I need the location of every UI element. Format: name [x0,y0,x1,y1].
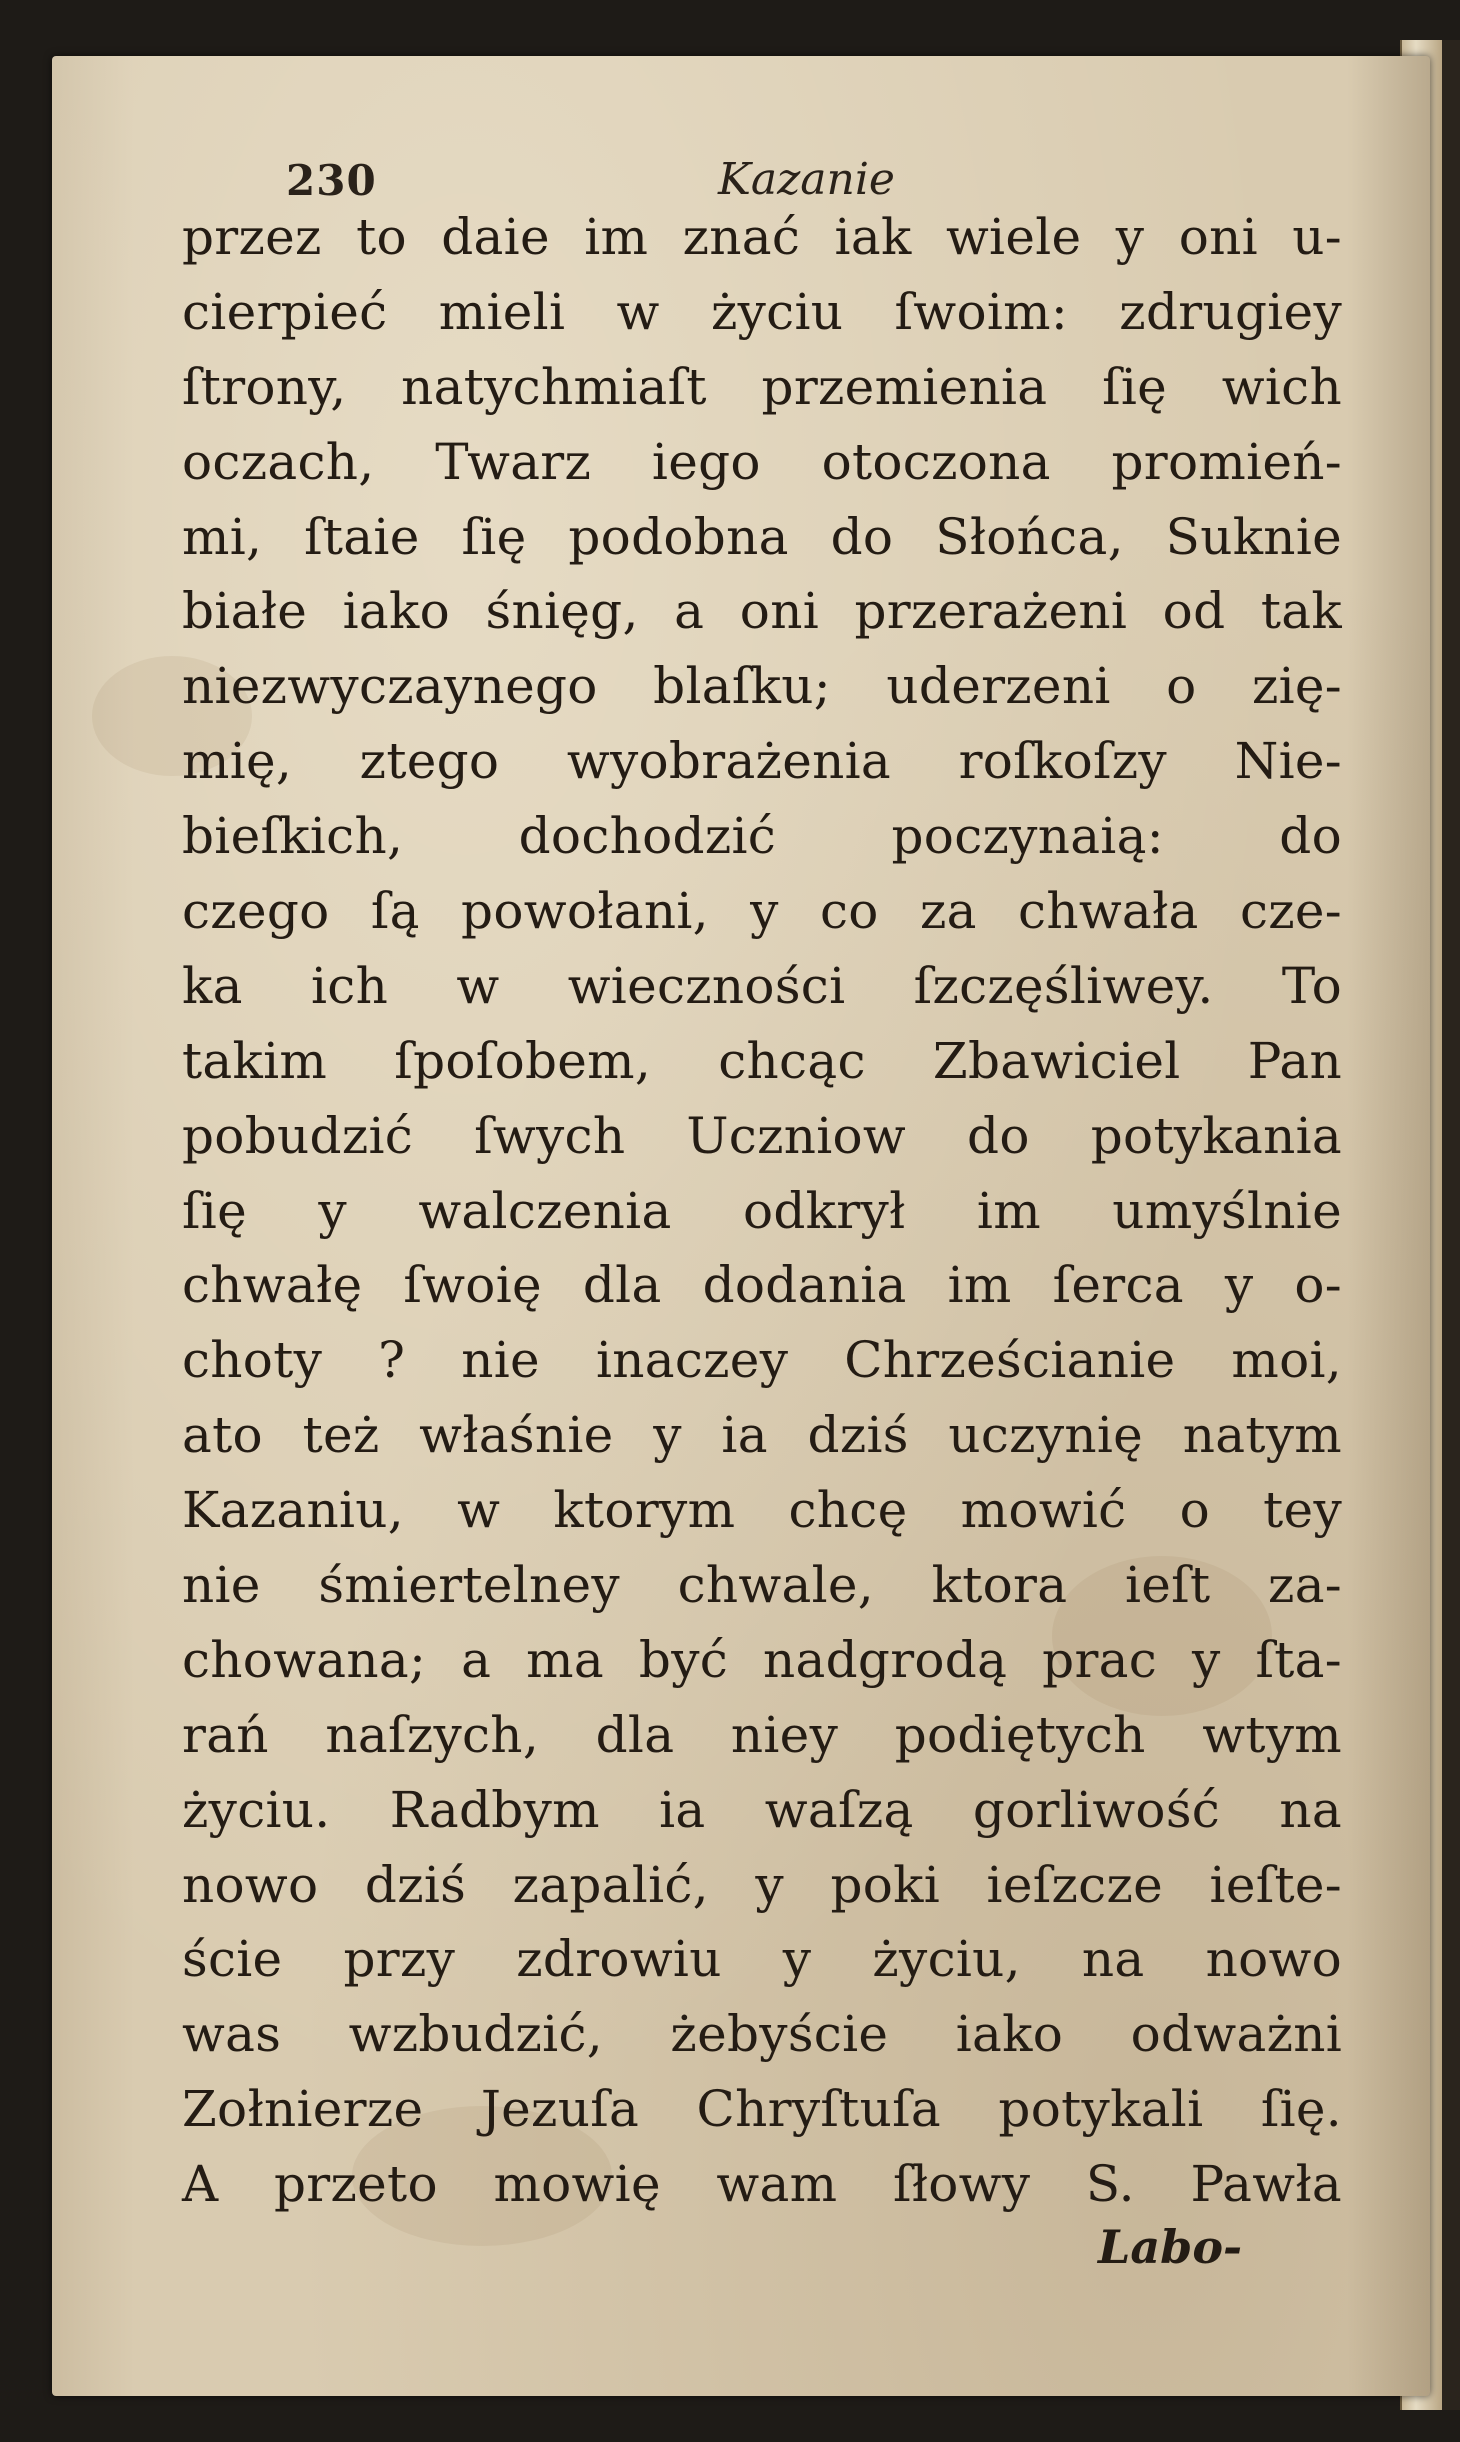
text-line: czego ſą powołani, y co za chwała cze- [182,882,1342,941]
text-line: nie śmiertelney chwale, ktora ieſt za- [182,1556,1342,1615]
text-line: przez to daie im znać iak wiele y oni u- [182,208,1342,266]
text-line: choty ? nie inaczey Chrześcianie moi, [182,1331,1342,1390]
text-line: białe iako śnięg, a oni przerażeni od tak [182,582,1342,641]
text-line: ka ich w wieczności ſzczęśliwey. To [182,956,1342,1015]
running-head: Kazanie [718,154,895,205]
text-line: cierpieć mieli w życiu ſwoim: zdrugiey [182,282,1342,341]
text-line: ſtrony, natychmiaſt przemienia ſię wich [182,357,1342,416]
text-line: chwałę ſwoię dla dodania im ſerca y o- [182,1256,1342,1315]
page-header [270,148,1170,208]
page-number: 230 [286,156,377,205]
catchword: Labo- [1098,2220,1243,2274]
text-line: Zołnierze Jezuſa Chryſtuſa potykali ſię. [182,2080,1342,2139]
text-line: ście przy zdrowiu y życiu, na nowo [182,1930,1342,1989]
text-line: mi, ſtaie ſię podobna do Słońca, Suknie [182,507,1342,566]
text-line: pobudzić ſwych Uczniow do potykania [182,1106,1342,1165]
text-line: niezwyczaynego blaſku; uderzeni o zię- [182,657,1342,716]
text-line: Kazaniu, w ktorym chcę mowić o tey [182,1481,1342,1540]
text-line: ato też właśnie y ia dziś uczynię natym [182,1406,1342,1465]
text-line: ſię y walczenia odkrył im umyślnie [182,1181,1342,1240]
text-line: was wzbudzić, żebyście iako odważni [182,2005,1342,2064]
text-line: bieſkich, dochodzić poczynaią: do [182,807,1342,866]
text-line: rań naſzych, dla niey podiętych wtym [182,1705,1342,1764]
text-line: oczach, Twarz iego otoczona promień- [182,432,1342,491]
text-line: mię, ztego wyobrażenia roſkoſzy Nie- [182,732,1342,791]
text-line: takim ſpoſobem, chcąc Zbawiciel Pan [182,1031,1342,1090]
text-line: A przeto mowię wam ſłowy S. Pawła [182,2155,1342,2214]
text-line: chowana; a ma być nadgrodą prac y ſta- [182,1630,1342,1689]
text-line: nowo dziś zapalić, y poki ieſzcze ieſte- [182,1855,1342,1914]
text-line: życiu. Radbym ia waſzą gorliwość na [182,1780,1342,1839]
body-text [182,200,1342,2222]
